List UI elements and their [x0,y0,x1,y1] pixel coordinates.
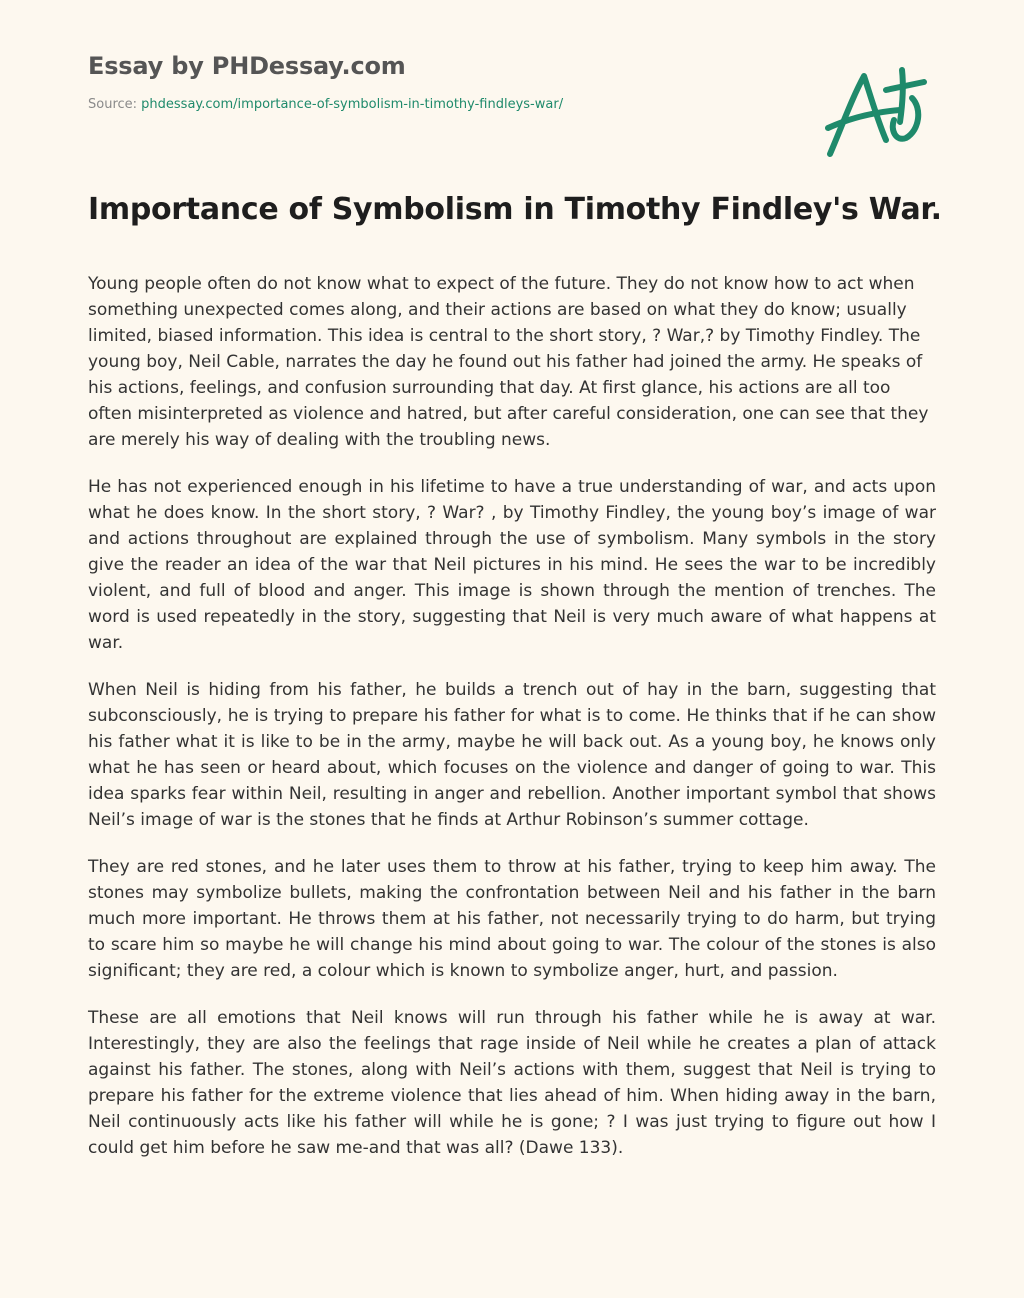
essay-paragraph: These are all emotions that Neil knows will run through his father while he is away at war. Interestingly, they are also the feelings that rage inside of Neil while he creates a plan of attack against his father. The stones, along with Neil’s actions with them, suggest that Neil is trying to prepare his father for the extreme violence that lies ahead of him. When hiding away in the barn, Neil continuously acts like his father will while he is gone; ? I was just trying to figure out how I could get him before he saw me-and that was all? (Dawe 133). [88,1008,936,1158]
essay-paragraph: When Neil is hiding from his father, he builds a trench out of hay in the barn, suggesting that subconsciously, he is trying to prepare his father for what is to come. He thinks that if he can show his father what it is like to be in the army, maybe he will back out. As a young boy, he knows only what he has seen or heard about, which focuses on the violence and danger of going to war. This idea sparks fear within Neil, resulting in anger and rebellion. Another important symbol that shows Neil’s image of war is the stones that he finds at Arthur Robinson’s summer cottage. [88,680,936,830]
essay-paragraph: He has not experienced enough in his lifetime to have a true understanding of war, and acts upon what he does know. In the short story, ? War? , by Timothy Findley, the young boy’s image of war and actions throughout are explained through the use of symbolism. Many symbols in the story give the reader an idea of the war that Neil pictures in his mind. He sees the war to be incredibly violent, and full of blood and anger. This image is shown through the mention of trenches. The word is used repeatedly in the story, suggesting that Neil is very much aware of what happens at war. [88,477,936,653]
header [88,50,788,114]
a-plus-logo-icon [820,64,930,160]
essay-paragraph: They are red stones, and he later uses them to throw at his father, trying to keep him away. The stones may symbolize bullets, making the confrontation between Neil and his father in the barn much more important. He throws them at his father, not necessarily trying to do harm, but trying to scare him so maybe he will change his mind about going to war. The colour of the stones is also significant; they are red, a colour which is known to symbolize anger, hurt, and passion. [88,857,936,981]
a-plus-logo [820,64,930,160]
source-link[interactable]: phdessay.com/importance-of-symbolism-in-timothy-findleys-war/ [141,97,564,112]
essay-title: Importance of Symbolism in Timothy Findley's War. [88,192,942,227]
source-label: Source: [88,97,138,112]
source-line [88,96,788,114]
essay-body [88,271,936,1182]
brand-title: Essay by PHDessay.com [88,52,406,80]
essay-paragraph: Young people often do not know what to expect of the future. They do not know how to act when something unexpected comes along, and their actions are based on what they do know; usually limited, biased information. This idea is central to the short story, ? War,? by Timothy Findley. The young boy, Neil Cable, narrates the day he found out his father had joined the army. He speaks of his actions, feelings, and confusion surrounding that day. At first glance, his actions are all too often misinterpreted as violence and hatred, but after careful consideration, one can see that they are merely his way of dealing with the troubling news. [88,274,929,450]
